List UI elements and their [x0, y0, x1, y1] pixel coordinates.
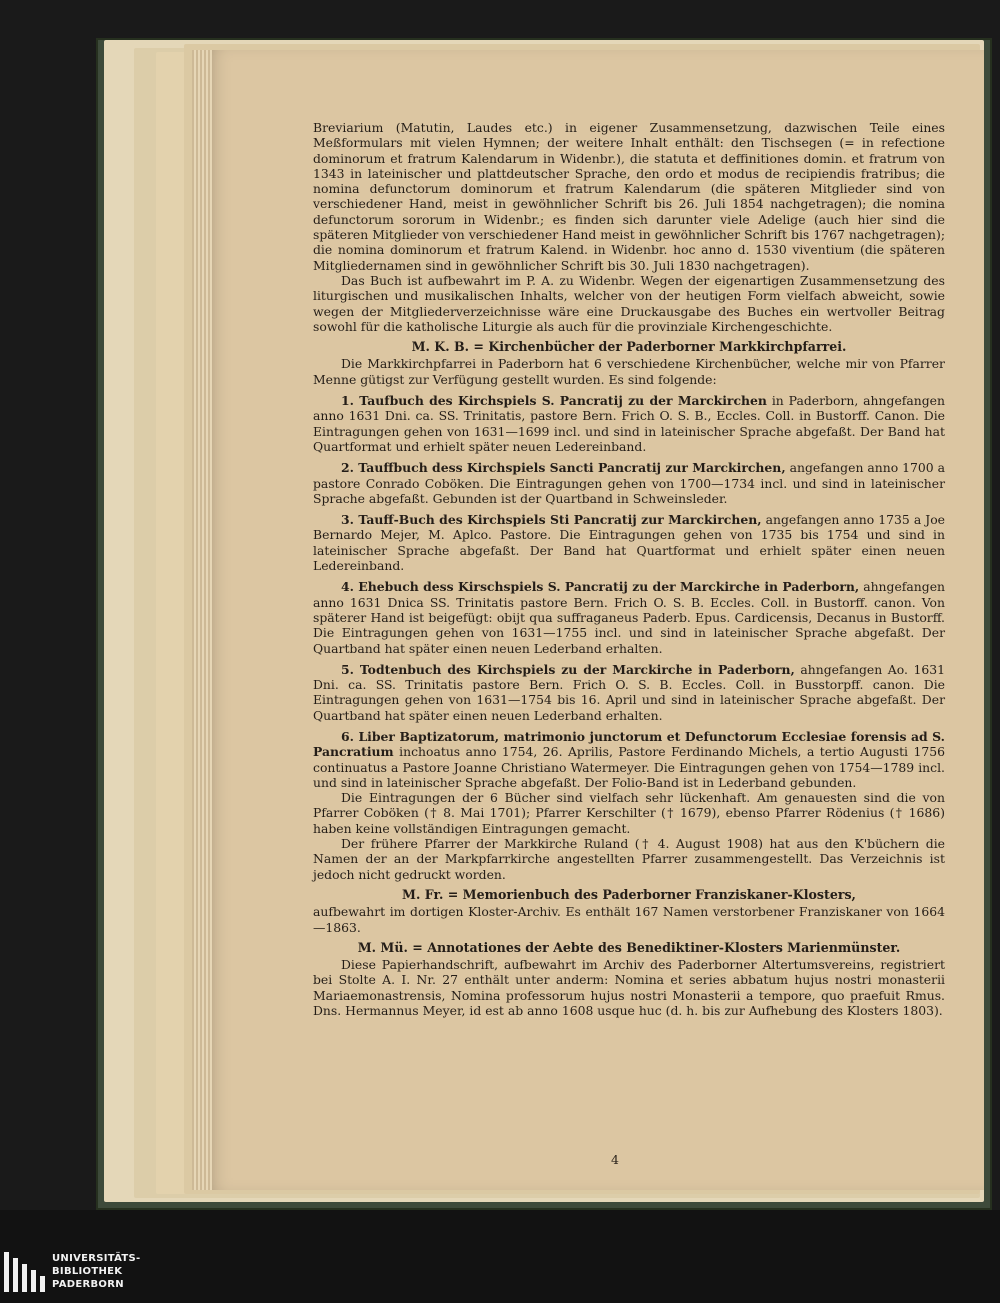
register-entry: [313, 729, 945, 790]
library-logo-text: [52, 1252, 172, 1291]
entry-text: ahngefangen anno 1631 Dnica SS. Trinitatis pastore Bern. Frich O. S. B. Eccles. Coll. in Bustorff. canon. Von späterer Hand ist beigefügt: obijt qua suffraganeus Paderb. Epus. Cardicensis, Decanus in Bustorff. Die Eintragungen gehen von 1631—1755 incl. und sind in lateinischer Sprache abgefaßt. Der Quartband hat später einen neuen Lederband erhalten.: [313, 579, 946, 656]
page-number: 4: [611, 1152, 619, 1167]
entry-title: 4. Ehebuch dess Kirschspiels S. Pancratij zu der Marckirche in Paderborn,: [341, 579, 860, 595]
entry-title: 3. Tauff-Buch des Kirchspiels Sti Pancratij zur Marckirchen,: [341, 512, 762, 528]
register-entry: [313, 393, 945, 454]
entry-text: angefangen anno 1700 a pastore Conrado Coböken. Die Eintragungen gehen von 1700—1734 incl. und sind in lateinischer Sprache abgefaßt. Gebunden ist der Quartband in Schweinsleder.: [313, 460, 946, 506]
entry-title: 5. Todtenbuch des Kirchspiels zu der Marckirche in Paderborn,: [341, 661, 795, 677]
section-heading: M. Mü. = Annotationes der Aebte des Benediktiner-Klosters Marienmünster.: [357, 939, 901, 955]
body-paragraph: aufbewahrt im dortigen Kloster-Archiv. Es enthält 167 Namen verstorbener Franziskaner von 1664—1863.: [313, 904, 945, 935]
entry-text: angefangen anno 1735 a Joe Bernardo Mejer, M. Aplco. Pastore. Die Eintragungen gehen von 1735 bis 1754 und sind in lateinischer Sprache abgefaßt. Der Band hat Quartformat und erhielt später einen neuen Ledereinband.: [313, 512, 945, 574]
register-entry: [313, 460, 945, 506]
page-stack-edges: [192, 50, 212, 1190]
body-paragraph: Der frühere Pfarrer der Markkirche Ruland († 4. August 1908) hat aus den K'büchern die Namen der an der Markpfarrkirche angestellten Pfarrer zusammengestellt. Das Verzeichnis ist jedoch nicht gedruckt worden.: [313, 836, 945, 882]
entry-title: 2. Tauffbuch dess Kirchspiels Sancti Pancratij zur Marckirchen,: [341, 460, 786, 476]
body-paragraph: Breviarium (Matutin, Laudes etc.) in eigener Zusammensetzung, dazwischen Teile eines Meßformulars mit vielen Hymnen; der weitere Inhalt enthält: den Tischsegen (= in refectione dominorum et fratrum Kalendarum in Widenbr.), die statuta et deffinitiones domin. et fratrum von 1343 in lateinischer und plattdeutscher Sprache, den ordo et modus de recipiendis fratribus; die nomina defunctorum dominorum et fratrum Kalendarum (die späteren Mitglieder sind von verschiedener Hand, meist in gewöhnlicher Schrift bis 26. Juli 1854 nachgetragen); die nomina defunctorum sororum in Widenbr.; es finden sich darunter viele Adelige (auch hier sind die späteren Mitglieder von verschiedener Hand meist in gewöhnlicher Schrift bis 1767 nachgetragen); die nomina dominorum et fratrum Kalend. in Widenbr. hoc anno d. 1530 viventium (die späteren Mitgliedernamen sind in gewöhnlicher Schrift bis 30. Juli 1830 nachgetragen).: [313, 120, 945, 273]
register-entry: [313, 579, 945, 655]
logo-line: BIBLIOTHEK: [52, 1266, 123, 1277]
register-entry: [313, 662, 945, 723]
body-paragraph: Die Eintragungen der 6 Bücher sind vielfach sehr lückenhaft. Am genauesten sind die von Pfarrer Coböken († 8. Mai 1701); Pfarrer Kerschilter († 1679), ebenso Pfarrer Rödenius († 1686) haben keine vollständigen Eintragungen gemacht.: [313, 790, 945, 836]
entry-title: 1. Taufbuch des Kirchspiels S. Pancratij zu der Marckirchen: [341, 393, 767, 409]
body-paragraph: Die Markkirchpfarrei in Paderborn hat 6 verschiedene Kirchenbücher, welche mir von Pfarrer Menne gütigst zur Verfügung gestellt wurden. Es sind folgende:: [313, 356, 945, 387]
section-heading: M. K. B. = Kirchenbücher der Paderborner Markkirchpfarrei.: [411, 339, 847, 355]
logo-line: UNIVERSITÄTS-: [52, 1253, 141, 1264]
body-paragraph: Diese Papierhandschrift, aufbewahrt im Archiv des Paderborner Altertumsvereins, registriert bei Stolte A. I. Nr. 27 enthält unter anderm: Nomina et series abbatum hujus nostri monasterii Mariaemonastrensis, Nomina professorum hujus nostri Monasterii a tempore, quo praefuit Rmus. Dns. Hermannus Meyer, id est ab anno 1608 usque huc (d. h. bis zur Aufhebung des Klosters 1803).: [313, 957, 945, 1019]
entry-text: inchoatus anno 1754, 26. Aprilis, Pastore Ferdinando Michels, a tertio Augusti 1756 continuatus a Pastore Joanne Christiano Watermeyer. Die Eintragungen gehen von 1754—1789 incl. und sind in lateinischer Sprache abgefaßt. Der Folio-Band ist in Lederband gebunden.: [313, 744, 945, 790]
logo-line: PADERBORN: [52, 1279, 124, 1290]
section-heading: M. Fr. = Memorienbuch des Paderborner Franziskaner-Klosters,: [402, 886, 856, 902]
library-logo-icon: [4, 1252, 48, 1292]
page-text: [313, 120, 945, 1018]
entry-title: 6. Liber Baptizatorum, matrimonio junctorum et Defunctorum Ecclesiae forensis ad S. Pancratium: [313, 728, 945, 760]
entry-text: ahngefangen Ao. 1631 Dni. ca. SS. Trinitatis pastore Bern. Frich O. S. B. Eccles. Coll. in Busstorpff. canon. Die Eintragungen gehen von 1631—1754 bis 16. April und sind in lateinischer Sprache abgefaßt. Der Quartband hat später einen neuen Lederband erhalten.: [313, 661, 946, 723]
entry-text: in Paderborn, ahngefangen anno 1631 Dni. ca. SS. Trinitatis, pastore Bern. Frich O. S. B., Eccles. Coll. in Bustorff. Canon. Die Eintragungen gehen von 1631—1699 incl. und sind in lateinischer Sprache abgefaßt. Der Band hat Quartformat und erhielt später neuen Ledereinband.: [313, 393, 945, 454]
register-entry: [313, 512, 945, 573]
body-paragraph: Das Buch ist aufbewahrt im P. A. zu Widenbr. Wegen der eigenartigen Zusammensetzung des liturgischen und musikalischen Inhalts, welcher von der heutigen Form vielfach abweicht, sowie wegen der Mitgliederverzeichnisse wäre eine Druckausgabe des Buches ein wertvoller Beitrag sowohl für die katholische Liturgie als auch für die provinziale Kirchengeschichte.: [313, 272, 945, 334]
